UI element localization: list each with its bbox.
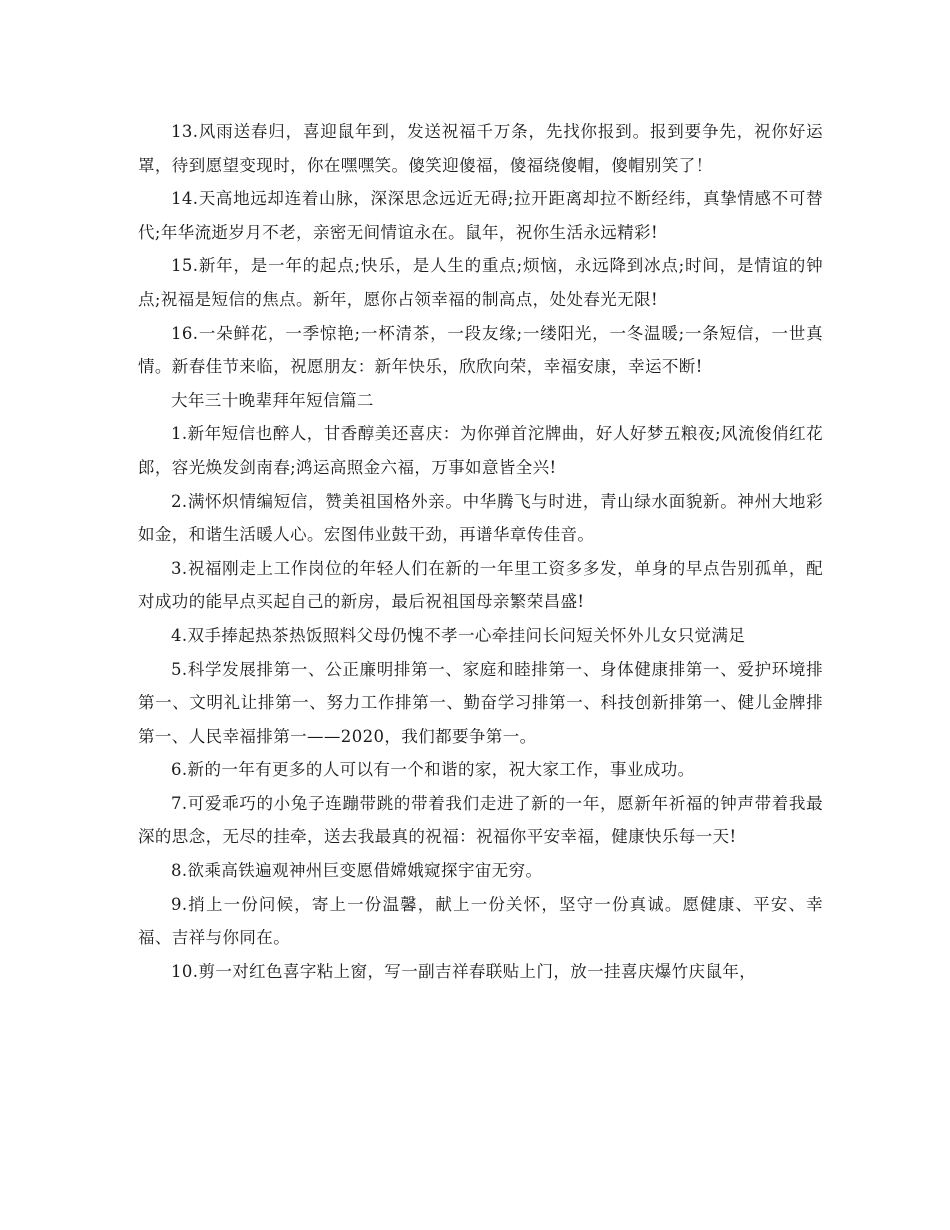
paragraph-8: 8.欲乘高铁遍观神州巨变愿借嫦娥窥探宇宙无穷。 — [171, 861, 543, 881]
paragraph-10: 10.剪一对红色喜字粘上窗，写一副吉祥春联贴上门，放一挂喜庆爆竹庆鼠年， — [171, 961, 757, 981]
paragraph-3: 3.祝福刚走上工作岗位的年轻人们在新的一年里工资多多发，单身的早点告别孤单，配对成功的能早点买起自己的新房，最后祝祖国母亲繁荣昌盛! — [138, 558, 823, 612]
document-body — [138, 115, 823, 988]
paragraph-2: 2.满怀炽情编短信，赞美祖国格外亲。中华腾飞与时进，青山绿水面貌新。神州大地彩如金，和谐生活暖人心。宏图伟业鼓干劲，再谱华章传佳音。 — [138, 491, 823, 545]
paragraph-16: 16.一朵鲜花，一季惊艳;一杯清茶，一段友缘;一缕阳光，一冬温暖;一条短信，一世真情。新春佳节来临，祝愿朋友：新年快乐，欣欣向荣，幸福安康，幸运不断! — [138, 323, 823, 377]
paragraph-15: 15.新年，是一年的起点;快乐，是人生的重点;烦恼，永远降到冰点;时间，是情谊的钟点;祝福是短信的焦点。新年，愿你占领幸福的制高点，处处春光无限! — [138, 256, 823, 309]
paragraph-5: 5.科学发展排第一、公正廉明排第一、家庭和睦排第一、身体健康排第一、爱护环境排第一、文明礼让排第一、努力工作排第一、勤奋学习排第一、科技创新排第一、健儿金牌排第一、人民幸福排第一——2020，我们都要争第一。 — [138, 659, 823, 746]
section-heading: 大年三十晚辈拜年短信篇二 — [171, 390, 374, 410]
paragraph-4: 4.双手捧起热茶热饭照料父母仍愧不孝一心牵挂问长问短关怀外儿女只觉满足 — [171, 625, 746, 645]
paragraph-1: 1.新年短信也醉人，甘香醇美还喜庆：为你弹首沱牌曲，好人好梦五粮夜;风流俊俏红花郎，容光焕发剑南春;鸿运高照金六福，万事如意皆全兴! — [138, 424, 823, 477]
paragraph-7: 7.可爱乖巧的小兔子连蹦带跳的带着我们走进了新的一年，愿新年祈福的钟声带着我最深的思念，无尽的挂牵，送去我最真的祝福：祝福你平安幸福，健康快乐每一天! — [138, 793, 823, 847]
paragraph-13: 13.风雨送春归，喜迎鼠年到，发送祝福千万条，先找你报到。报到要争先，祝你好运罩，待到愿望变现时，你在嘿嘿笑。傻笑迎傻福，傻福绕傻帽，傻帽别笑了！ — [138, 122, 823, 175]
paragraph-6: 6.新的一年有更多的人可以有一个和谐的家，祝大家工作，事业成功。 — [171, 760, 695, 780]
paragraph-9: 9.捎上一份问候，寄上一份温馨，献上一份关怀，坚守一份真诚。愿健康、平安、幸福、吉祥与你同在。 — [138, 894, 823, 948]
paragraph-14: 14.天高地远却连着山脉，深深思念远近无碍;拉开距离却拉不断经纬，真挚情感不可替代;年华流逝岁月不老，亲密无间情谊永在。鼠年，祝你生活永远精彩! — [138, 189, 823, 242]
